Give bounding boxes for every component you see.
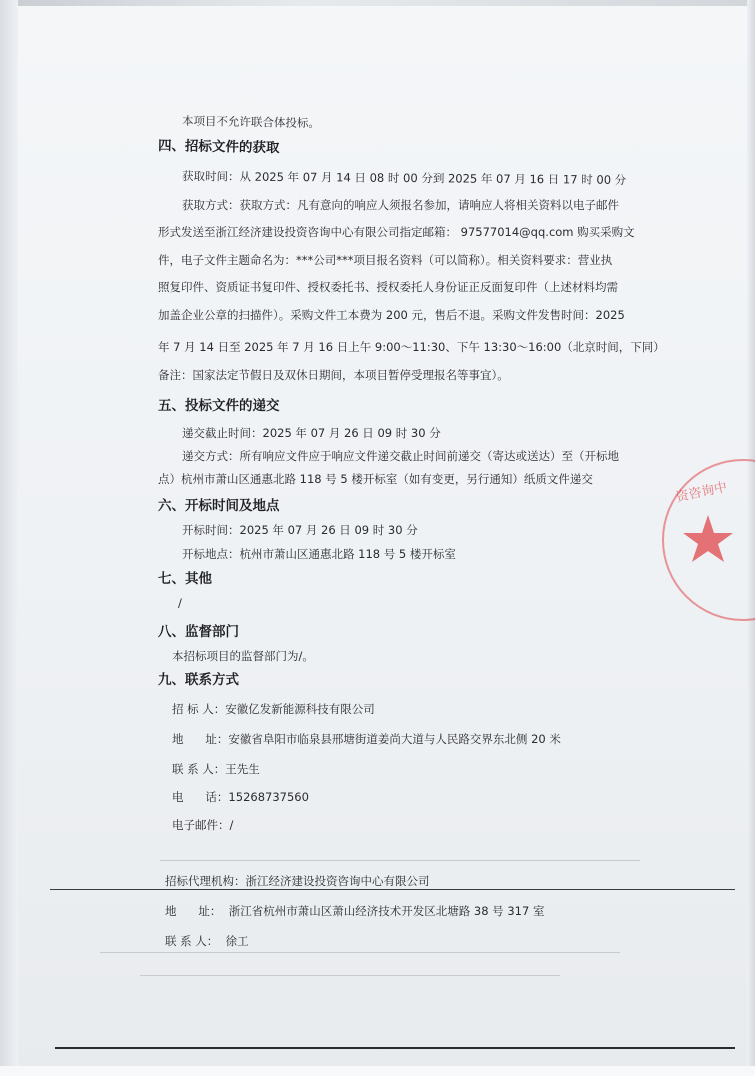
section-6-title: 六、开标时间及地点	[158, 498, 280, 514]
agency-name: 招标代理机构：浙江经济建设投资咨询中心有限公司	[165, 874, 430, 888]
s8-content: 本招标项目的监督部门为/。	[172, 649, 314, 663]
section-8-title: 八、监督部门	[158, 624, 239, 640]
s5-method-line2: 点）杭州市萧山区通惠北路 118 号 5 楼开标室（如有变更，另行通知）纸质文件递交	[158, 472, 593, 486]
section-4-title: 四、招标文件的获取	[157, 137, 280, 157]
top-edge-shadow	[0, 0, 755, 6]
s4-obtain-method-line2: 形式发送至浙江经济建设投资咨询中心有限公司指定邮箱： 97577014@qq.com 购买采购文	[158, 225, 635, 239]
s4-obtain-method-line4: 照复印件、资质证书复印件、授权委托书、授权委托人身份证正反面复印件（上述材料均需	[158, 280, 618, 294]
s4-obtain-method-line1: 获取方式：获取方式：凡有意向的响应人须报名参加，请响应人将相关资料以电子邮件	[182, 198, 619, 212]
s5-deadline: 递交截止时间：2025 年 07 月 26 日 09 时 30 分	[182, 426, 441, 440]
contact-tenderer: 招 标 人：安徽亿发新能源科技有限公司	[172, 702, 375, 716]
s4-obtain-time: 获取时间：从 2025 年 07 月 14 日 08 时 00 分到 2025 年 07 月 16 日 17 时 00 分	[181, 169, 627, 187]
faint-rule-1	[160, 860, 640, 861]
seal-star-icon	[683, 515, 733, 562]
agency-rule	[50, 889, 735, 890]
s4-obtain-method-line7: 备注：国家法定节假日及双休日期间，本项目暂停受理报名等事宜）。	[158, 368, 509, 382]
contact-person: 联 系 人：王先生	[172, 762, 260, 776]
company-seal	[658, 455, 755, 625]
bottom-rule	[55, 1047, 735, 1049]
agency-contact: 联 系 人： 徐工	[165, 934, 249, 948]
s6-open-time: 开标时间：2025 年 07 月 26 日 09 时 30 分	[182, 523, 418, 537]
s4-obtain-method-line5: 加盖企业公章的扫描件）。采购文件工本费为 200 元，售后不退。采购文件发售时间：2025	[158, 308, 625, 322]
contact-phone: 电 话：15268737560	[172, 790, 309, 804]
bottom-band	[0, 1066, 755, 1076]
agency-address: 地 址： 浙江省杭州市萧山区萧山经济技术开发区北塘路 38 号 317 室	[165, 904, 545, 918]
s5-method-line1: 递交方式：所有响应文件应于响应文件递交截止时间前递交（寄达或送达）至（开标地	[182, 449, 619, 463]
faint-rule-2	[100, 952, 620, 953]
s4-obtain-method-line6: 年 7 月 14 日至 2025 年 7 月 16 日上午 9:00～11:30、下午 13:30～16:00（北京时间，下同）	[158, 340, 665, 354]
no-joint-bid-text: 本项目不允许联合体投标。	[181, 113, 321, 131]
seal-text: 资咨询中	[674, 479, 729, 506]
contact-address: 地 址：安徽省阜阳市临泉县邢塘街道姜尚大道与人民路交界东北侧 20 米	[172, 732, 561, 746]
s4-obtain-method-line3: 件，电子文件主题命名为：***公司***项目报名资料（可以简称）。相关资料要求：营业执	[158, 253, 613, 267]
contact-email: 电子邮件：/	[172, 818, 234, 832]
s6-open-place: 开标地点：杭州市萧山区通惠北路 118 号 5 楼开标室	[182, 547, 456, 561]
section-7-title: 七、其他	[158, 571, 212, 587]
section-5-title: 五、投标文件的递交	[158, 398, 280, 414]
left-edge-shadow	[0, 0, 18, 1076]
section-9-title: 九、联系方式	[158, 672, 239, 688]
faint-rule-3	[140, 975, 560, 976]
seal-graphic	[658, 455, 755, 625]
s7-content: /	[178, 596, 182, 610]
